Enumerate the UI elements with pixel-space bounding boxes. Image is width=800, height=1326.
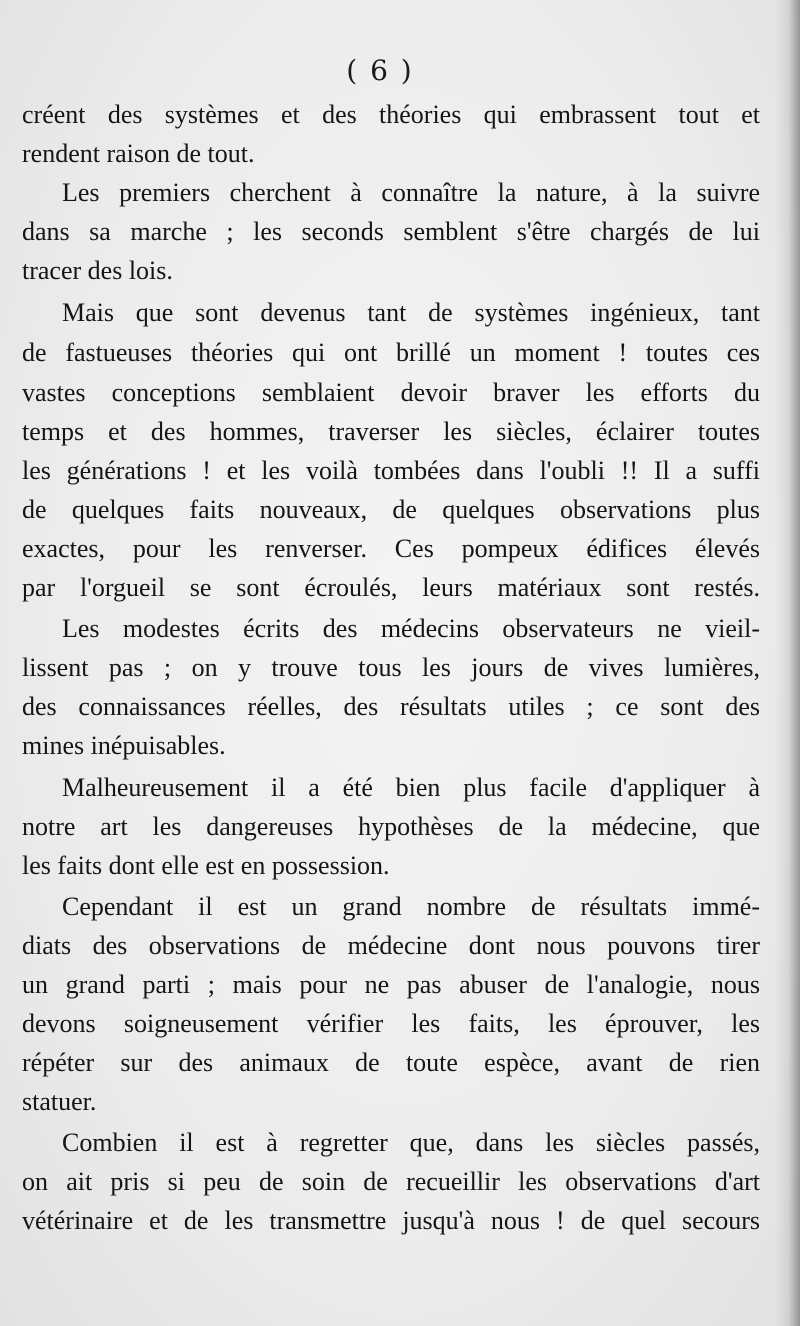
text-line: statuer. (22, 1087, 97, 1116)
text-line: vastes conceptions semblaient devoir braver les efforts du (22, 378, 760, 407)
text-line: Cependant il est un grand nombre de résultats immé- (62, 892, 760, 921)
text-line: mines inépuisables. (22, 731, 226, 760)
text-line: répéter sur des animaux de toute espèce, avant de rien (22, 1048, 760, 1077)
text-line: les générations ! et les voilà tombées dans l'oubli !! Il a suffi (22, 456, 760, 485)
text-line: Mais que sont devenus tant de systèmes ingénieux, tant (62, 298, 760, 327)
text-line: des connaissances réelles, des résultats utiles ; ce sont des (22, 692, 760, 721)
text-line: temps et des hommes, traverser les siècles, éclairer toutes (22, 417, 760, 446)
page-edge-shadow (774, 0, 800, 1326)
text-line: rendent raison de tout. (22, 139, 255, 168)
text-line: un grand parti ; mais pour ne pas abuser de l'analogie, nous (22, 970, 760, 999)
text-line: devons soigneusement vérifier les faits, les éprouver, les (22, 1009, 760, 1038)
text-line: les faits dont elle est en possession. (22, 851, 390, 880)
text-line: Combien il est à regretter que, dans les siècles passés, (62, 1128, 760, 1157)
text-line: diats des observations de médecine dont nous pouvons tirer (22, 931, 760, 960)
text-line: notre art les dangereuses hypothèses de la médecine, que (22, 812, 760, 841)
text-line: tracer des lois. (22, 256, 173, 285)
text-line: créent des systèmes et des théories qui embrassent tout et (22, 100, 760, 129)
text-line: Les modestes écrits des médecins observateurs ne vieil- (62, 614, 760, 643)
text-line: on ait pris si peu de soin de recueillir les observations d'art (22, 1167, 760, 1196)
text-line: lissent pas ; on y trouve tous les jours de vives lumières, (22, 653, 760, 682)
text-line: dans sa marche ; les seconds semblent s'être chargés de lui (22, 217, 760, 246)
text-line: exactes, pour les renverser. Ces pompeux édifices élevés (22, 534, 760, 563)
text-line: de quelques faits nouveaux, de quelques observations plus (22, 495, 760, 524)
text-line: Malheureusement il a été bien plus facile d'appliquer à (62, 773, 760, 802)
text-line: vétérinaire et de les transmettre jusqu'à nous ! de quel secours (22, 1206, 760, 1235)
text-line: de fastueuses théories qui ont brillé un moment ! toutes ces (22, 338, 760, 367)
text-line: par l'orgueil se sont écroulés, leurs matériaux sont restés. (22, 573, 760, 602)
text-line: Les premiers cherchent à connaître la nature, à la suivre (62, 178, 760, 207)
page-number: ( 6 ) (346, 54, 414, 87)
